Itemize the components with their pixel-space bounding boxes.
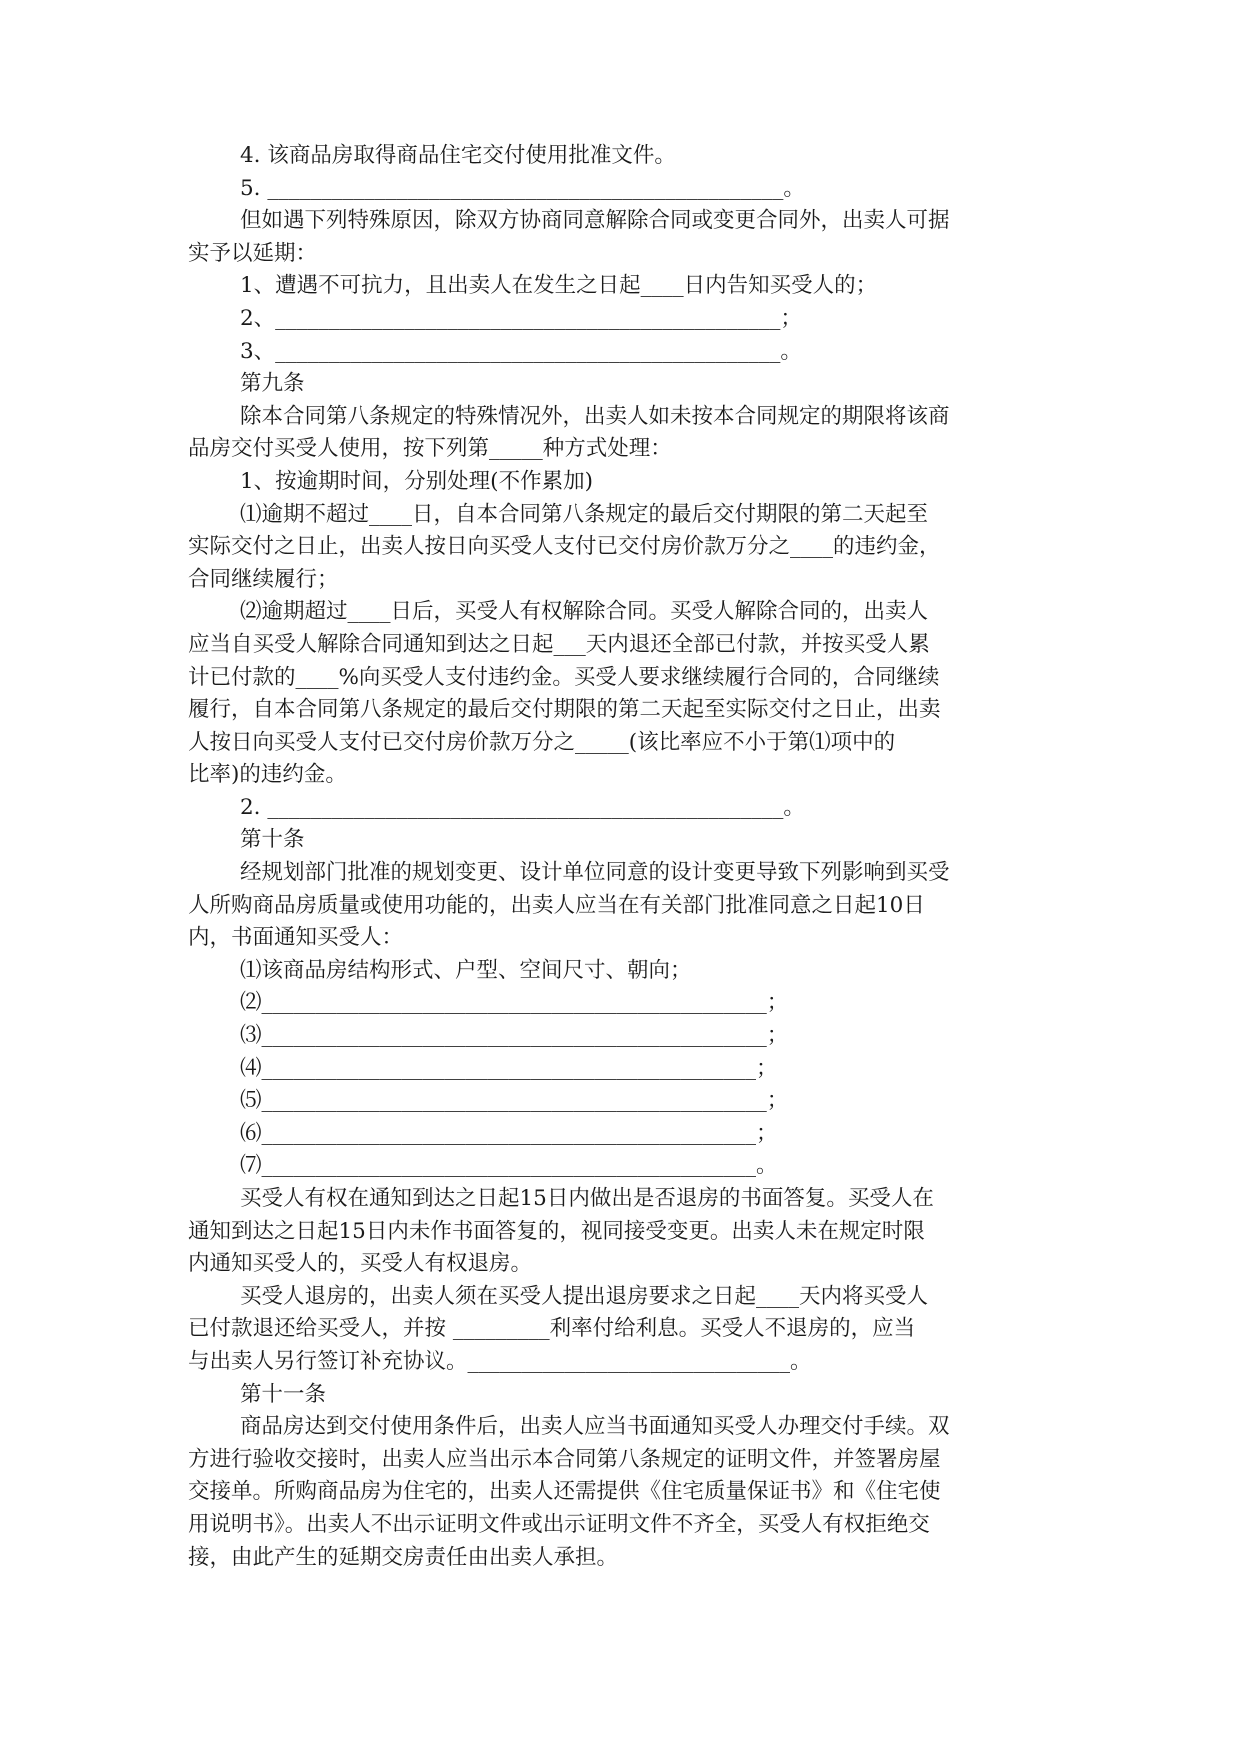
text-line: ⑵逾期超过____日后，买受人有权解除合同。买受人解除合同的，出卖人 [240, 599, 929, 625]
text-line: 交接单。所购商品房为住宅的，出卖人还需提供《住宅质量保证书》和《住宅使 [188, 1479, 941, 1505]
text-line: 履行，自本合同第八条规定的最后交付期限的第二天起至实际交付之日止，出卖 [188, 697, 941, 723]
text-line: 人所购商品房质量或使用功能的，出卖人应当在有关部门批准同意之日起10日 [188, 892, 925, 918]
text-line: 计已付款的____%向买受人支付违约金。买受人要求继续履行合同的，合同继续 [188, 664, 940, 690]
text-line: 通知到达之日起15日内未作书面答复的，视同接受变更。出卖人未在规定时限 [188, 1218, 925, 1244]
text-line: 1、遭遇不可抗力，且出卖人在发生之日起____日内告知买受人的； [240, 273, 878, 299]
text-line: 接，由此产生的延期交房责任由出卖人承担。 [188, 1544, 619, 1570]
text-line: 应当自买受人解除合同通知到达之日起___天内退还全部已付款，并按买受人累 [188, 631, 930, 657]
text-line: ⑺______________________________________________。 [240, 1153, 778, 1179]
text-line: 内通知买受人的，买受人有权退房。 [188, 1251, 533, 1277]
text-line: 已付款退还给买受人，并按 _________利率付给利息。买受人不退房的，应当 [188, 1316, 916, 1342]
text-line: ⑴逾期不超过____日，自本合同第八条规定的最后交付期限的第二天起至 [240, 501, 929, 527]
document-page [188, 140, 1062, 1574]
text-line: 品房交付买受人使用，按下列第_____种方式处理： [188, 436, 672, 462]
text-line: ⑵_______________________________________________； [240, 990, 789, 1016]
text-line: 4. 该商品房取得商品住宅交付使用批准文件。 [240, 143, 676, 168]
text-line: 比率)的违约金。 [188, 762, 347, 788]
text-line: 3、_______________________________________________。 [240, 338, 802, 364]
text-line: 买受人退房的，出卖人须在买受人提出退房要求之日起____天内将买受人 [240, 1283, 929, 1309]
text-line: 买受人有权在通知到达之日起15日内做出是否退房的书面答复。买受人在 [240, 1186, 934, 1211]
text-line: 第十条 [240, 827, 305, 853]
text-line: ⑹______________________________________________； [240, 1120, 778, 1146]
text-line: 与出卖人另行签订补充协议。______________________________。 [188, 1348, 812, 1374]
text-line: 1、按逾期时间，分别处理(不作累加) [240, 468, 593, 494]
text-line: ⑶_______________________________________________； [240, 1023, 789, 1049]
text-line: 人按日向买受人支付已交付房价款万分之_____(该比率应不小于第⑴项中的 [188, 729, 896, 755]
text-line: ⑴该商品房结构形式、户型、空间尺寸、朝向； [240, 957, 692, 983]
text-line: 用说明书》。出卖人不出示证明文件或出示证明文件不齐全，买受人有权拒绝交 [188, 1511, 930, 1537]
text-line: 2、_______________________________________________； [240, 305, 802, 331]
text-line: 2. ________________________________________________。 [240, 794, 805, 820]
text-line: 但如遇下列特殊原因，除双方协商同意解除合同或变更合同外，出卖人可据 [240, 208, 950, 234]
text-line: ⑷______________________________________________； [240, 1055, 778, 1081]
text-line: 实予以延期： [188, 240, 318, 266]
text-line: 除本合同第八条规定的特殊情况外，出卖人如未按本合同规定的期限将该商 [240, 403, 950, 429]
text-line: 实际交付之日止，出卖人按日向买受人支付已交付房价款万分之____的违约金， [188, 534, 941, 560]
text-line: 5. ________________________________________________。 [240, 175, 805, 201]
text-line: 经规划部门批准的规划变更、设计单位同意的设计变更导致下列影响到买受 [240, 860, 950, 886]
text-line: ⑸_______________________________________________； [240, 1088, 789, 1114]
text-line: 商品房达到交付使用条件后，出卖人应当书面通知买受人办理交付手续。双 [240, 1414, 950, 1440]
text-line: 第十一条 [240, 1381, 327, 1407]
text-line: 内，书面通知买受人： [188, 925, 404, 951]
text-line: 第九条 [240, 371, 305, 397]
text-line: 合同继续履行； [188, 566, 339, 592]
text-line: 方进行验收交接时，出卖人应当出示本合同第八条规定的证明文件，并签署房屋 [188, 1446, 941, 1472]
